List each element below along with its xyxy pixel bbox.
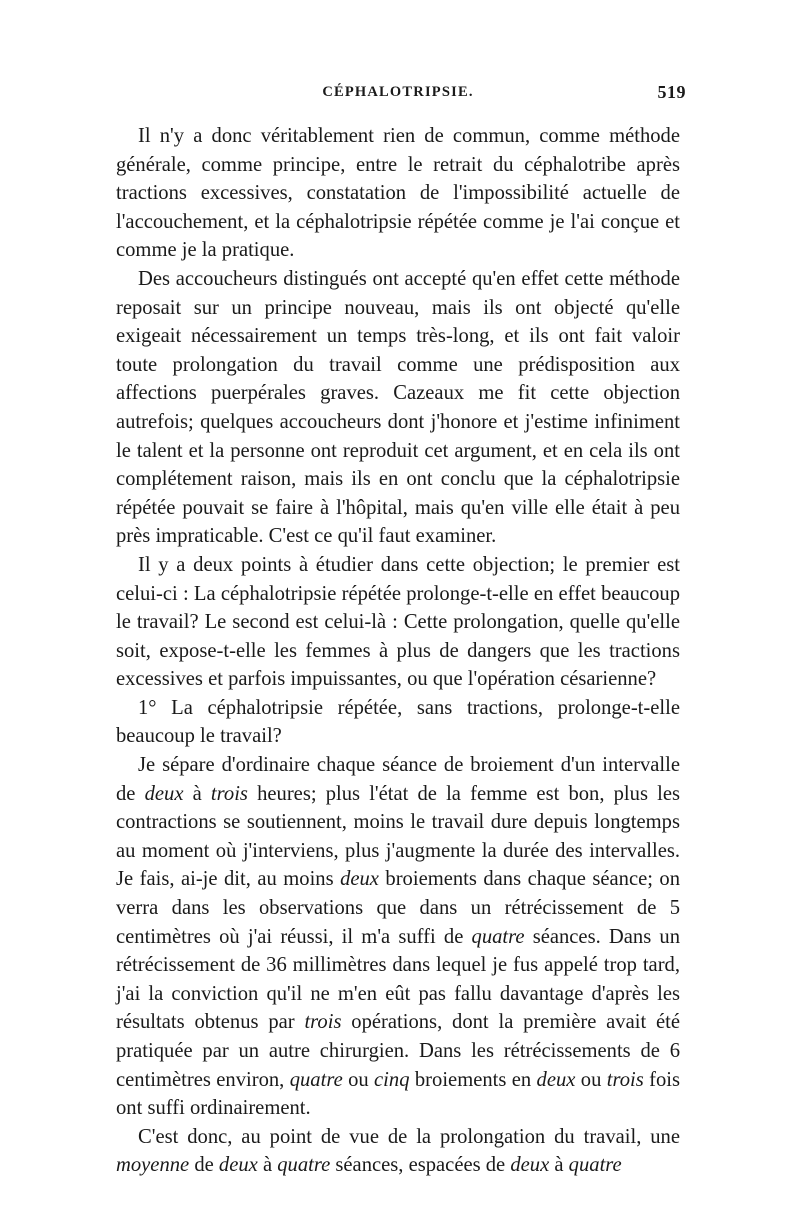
text-run: Des accoucheurs distingués ont accepté qu'en effet cette méthode reposait sur un principe nouveau, mais ils ont objecté qu'elle exigeait nécessairement un temps très-long, et ils ont fait valoir toute prolongation du travail comme une prédisposition aux affections puerpérales graves. Cazeaux me fit cette objection autrefois; quelques accoucheurs dont j'honore et j'estime infiniment le talent et la personne ont reproduit cet argument, et en cela ils ont complétement raison, mais ils en ont conclu que la céphalotripsie répétée pouvait se faire à l'hôpital, mais qu'en ville elle était à peu près impraticable. C'est ce qu'il faut examiner. (116, 267, 680, 548)
text-run: Il n'y a donc véritablement rien de commun, comme méthode générale, comme principe, entre le retrait du céphalotribe après tractions excessives, constatation de l'impossibilité actuelle de l'accouchement, et la céphalotripsie répétée comme je l'ai conçue et comme je la pratique. (116, 125, 680, 262)
italic-text: quatre (471, 925, 525, 948)
text-run: heures; plus l'état de la femme est bon, plus les contractions se soutiennent, moins le travail dure depuis longtemps au moment où j'interviens, plus j'augmente la durée des intervalles. Je fais, ai-je dit, au moins (116, 782, 680, 891)
text-run: broiements dans chaque séance; on verra dans les observations que dans un rétrécissement de 5 centimètres où j'ai réussi, il m'a suffi de (116, 868, 680, 948)
italic-text: deux (218, 1154, 258, 1177)
text-run: ou (575, 1068, 607, 1091)
body-text (116, 122, 680, 1180)
italic-text: deux (510, 1154, 550, 1177)
text-run: ou (342, 1068, 375, 1091)
text-run: broiements en (409, 1068, 537, 1091)
running-title: CÉPHALOTRIPSIE. (322, 84, 474, 100)
text-run: C'est donc, au point de vue de la prolongation du travail, une (138, 1125, 680, 1148)
running-head (116, 82, 686, 118)
text-run: 1° La céphalotripsie répétée, sans tractions, prolonge-t-elle beaucoup le travail? (116, 696, 680, 748)
text-run: à (549, 1154, 569, 1177)
text-run: opérations, dont la première avait été pratiquée par un autre chirurgien. Dans les rétrécissements de 6 centimètres environ, (116, 1011, 680, 1091)
italic-text: moyenne (116, 1154, 190, 1177)
page-number: 519 (657, 82, 686, 102)
italic-text: deux (144, 782, 184, 805)
paragraph (116, 551, 680, 694)
italic-text: quatre (568, 1154, 622, 1177)
italic-text: quatre (289, 1068, 343, 1091)
text-run: à (183, 782, 211, 805)
paragraph (116, 122, 680, 265)
italic-text: deux (340, 868, 379, 891)
italic-text: trois (304, 1011, 342, 1034)
text-run: séances. Dans un rétrécissement de 36 millimètres dans lequel je fus appelé trop tard, j'ai la conviction qu'il ne m'en eût pas fallu davantage d'après les résultats obtenus par (116, 925, 681, 1034)
text-run: à (257, 1154, 278, 1177)
text-run: Je sépare d'ordinaire chaque séance de broiement d'un intervalle de (116, 754, 680, 805)
paragraph (116, 751, 680, 1123)
paragraph (116, 265, 680, 551)
italic-text: trois (606, 1068, 644, 1091)
text-run: séances, espacées de (330, 1154, 511, 1177)
italic-text: quatre (277, 1154, 331, 1177)
text-run: fois ont suffi ordinairement. (116, 1068, 681, 1120)
text-run: Il y a deux points à étudier dans cette objection; le premier est celui-ci : La céphalotripsie répétée prolonge-t-elle en effet beaucoup le travail? Le second est celui-là : Cette prolongation, quelle qu'elle soit, expose-t-elle les femmes à plus de dangers que les tractions excessives et parfois impuissantes, ou que l'opération césarienne? (116, 553, 680, 691)
italic-text: cinq (374, 1068, 410, 1091)
paragraph (116, 1123, 680, 1180)
text-run: de (189, 1154, 219, 1177)
italic-text: trois (210, 782, 248, 805)
paragraph (116, 694, 680, 751)
italic-text: deux (536, 1068, 576, 1091)
